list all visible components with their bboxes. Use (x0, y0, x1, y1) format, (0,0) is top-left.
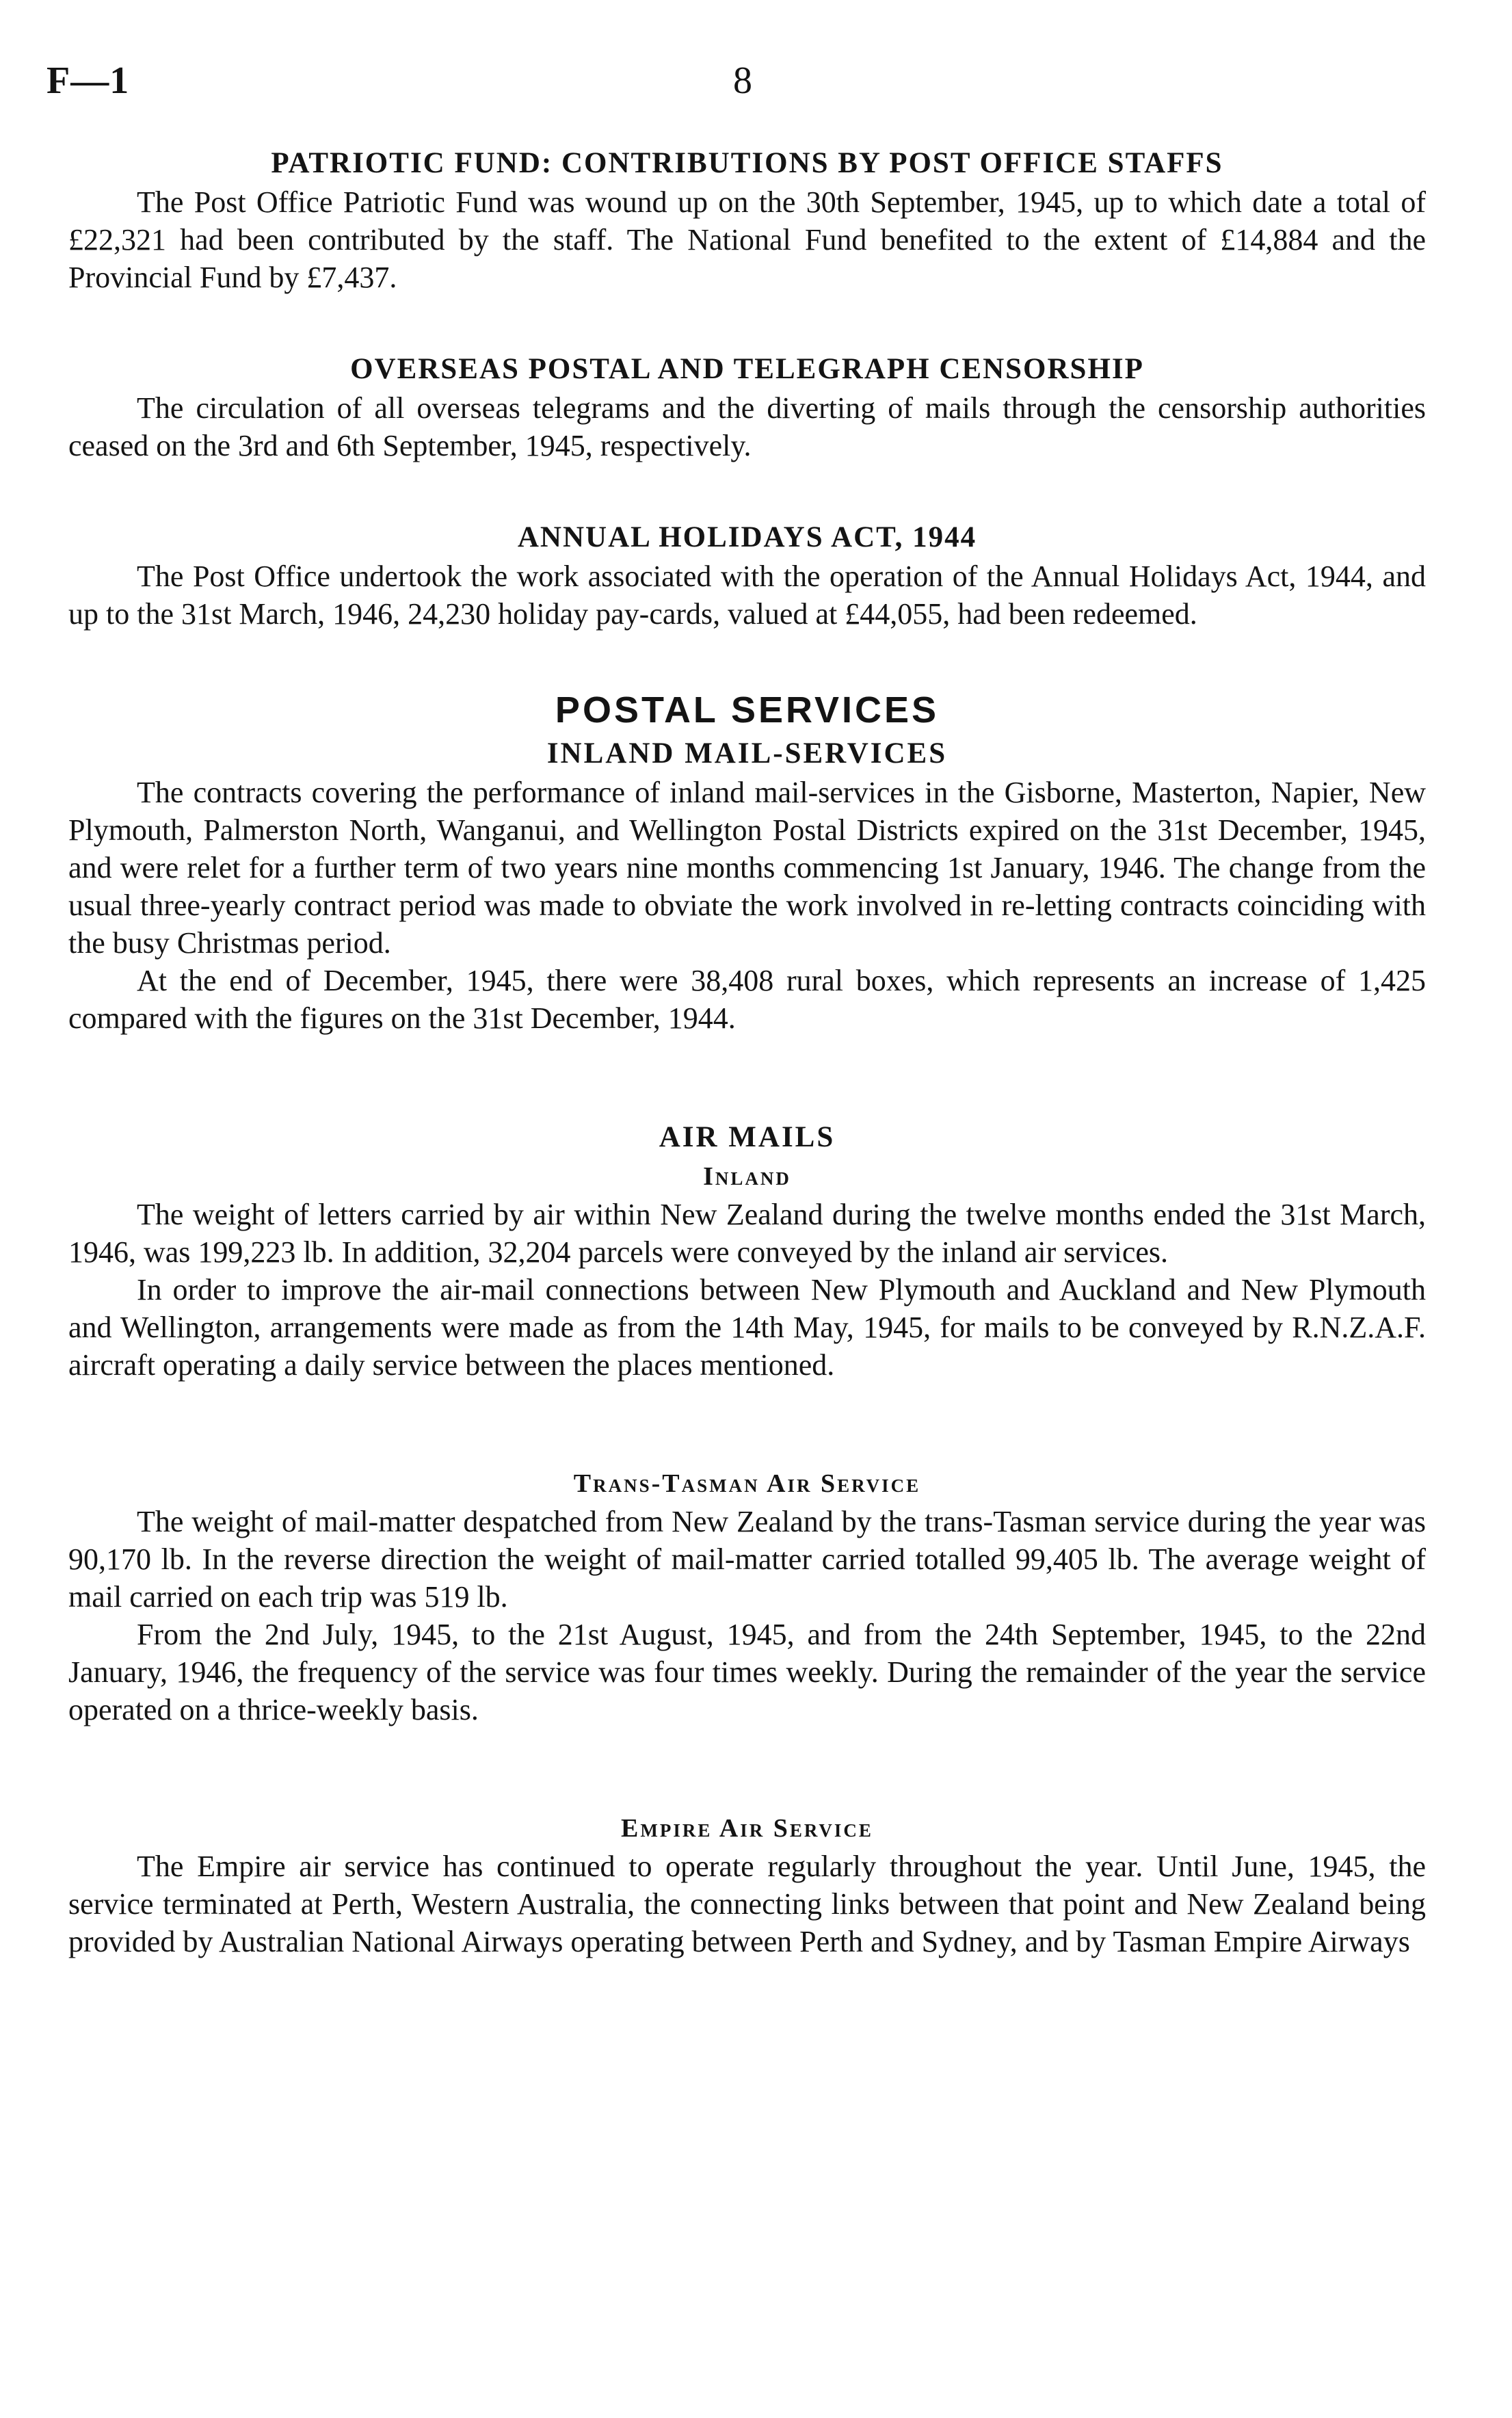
page-content (68, 144, 1426, 1960)
paragraph: The Post Office undertook the work associated with the operation of the Annual Holidays Act, 1944, and up to the 31st March, 1946, 24,230 holiday pay-cards, valued at £44,055, had been redeemed. (68, 560, 1426, 631)
page-number: 8 (733, 60, 752, 102)
subsection-heading: Empire Air Service (621, 1814, 873, 1843)
subsection-heading-inland: Inland (703, 1162, 791, 1191)
paragraph: In order to improve the air-mail connections between New Plymouth and Auckland and New Plymouth and Wellington, arrangements were made as from the 14th May, 1945, for mails to be conveyed by R.N.Z.A.F. aircraft operating a daily service between the places mentioned. (68, 1273, 1426, 1382)
section-patriotic-fund (68, 144, 1426, 296)
section-empire-air-service (68, 1809, 1426, 1960)
paragraph: The contracts covering the performance of inland mail-services in the Gisborne, Masterton, Napier, New Plymouth, Palmerston North, Wanganui, and Wellington Postal Districts expired on the 31st December, 1945, and were relet for a further term of two years nine months commencing 1st January, 1946. The change from the usual three-yearly contract period was made to obviate the work involved in re-letting contracts coinciding with the busy Christmas period. (68, 776, 1426, 960)
section-air-mails (68, 1118, 1426, 1384)
paragraph: The circulation of all overseas telegrams and the diverting of mails through the censorship authorities ceased on the 3rd and 6th September, 1945, respectively. (68, 391, 1426, 462)
subsection-heading: Trans-Tasman Air Service (573, 1469, 921, 1498)
section-censorship (68, 350, 1426, 464)
running-head (0, 59, 1512, 114)
subsection-heading: AIR MAILS (659, 1121, 836, 1153)
subsection-heading: INLAND MAIL-SERVICES (546, 737, 948, 770)
document-id: F—1 (47, 60, 130, 102)
paragraph: The Post Office Patriotic Fund was wound up on the 30th September, 1945, up to which date a total of £22,321 had been contributed by the staff. The National Fund benefited to the extent of £14,884 and the Provincial Fund by £7,437. (68, 185, 1426, 294)
section-annual-holidays (68, 518, 1426, 633)
section-heading: PATRIOTIC FUND: CONTRIBUTIONS BY POST OFFICE STAFFS (271, 147, 1223, 179)
section-heading: OVERSEAS POSTAL AND TELEGRAPH CENSORSHIP (350, 353, 1144, 385)
section-heading: ANNUAL HOLIDAYS ACT, 1944 (517, 521, 977, 553)
major-heading: POSTAL SERVICES (555, 689, 940, 731)
section-trans-tasman (68, 1464, 1426, 1729)
paragraph: The weight of letters carried by air within New Zealand during the twelve months ended the 31st March, 1946, was 199,223 lb. In addition, 32,204 parcels were conveyed by the inland air services. (68, 1198, 1426, 1269)
paragraph: The weight of mail-matter despatched from New Zealand by the trans-Tasman service during the year was 90,170 lb. In the reverse direction the weight of mail-matter carried totalled 99,405 lb. The average weight of mail carried on each trip was 519 lb. (68, 1505, 1426, 1614)
paragraph: At the end of December, 1945, there were 38,408 rural boxes, which represents an increase of 1,425 compared with the figures on the 31st December, 1944. (68, 964, 1426, 1035)
section-postal-services (68, 686, 1426, 1037)
paragraph: The Empire air service has continued to operate regularly throughout the year. Until June, 1945, the service terminated at Perth, Western Australia, the connecting links between that point and New Zealand being provided by Australian National Airways operating between Perth and Sydney, and by Tasman Empire Airways (68, 1850, 1426, 1958)
paragraph: From the 2nd July, 1945, to the 21st August, 1945, and from the 24th September, 1945, to the 22nd January, 1946, the frequency of the service was four times weekly. During the remainder of the year the service operated on a thrice-weekly basis. (68, 1618, 1426, 1726)
